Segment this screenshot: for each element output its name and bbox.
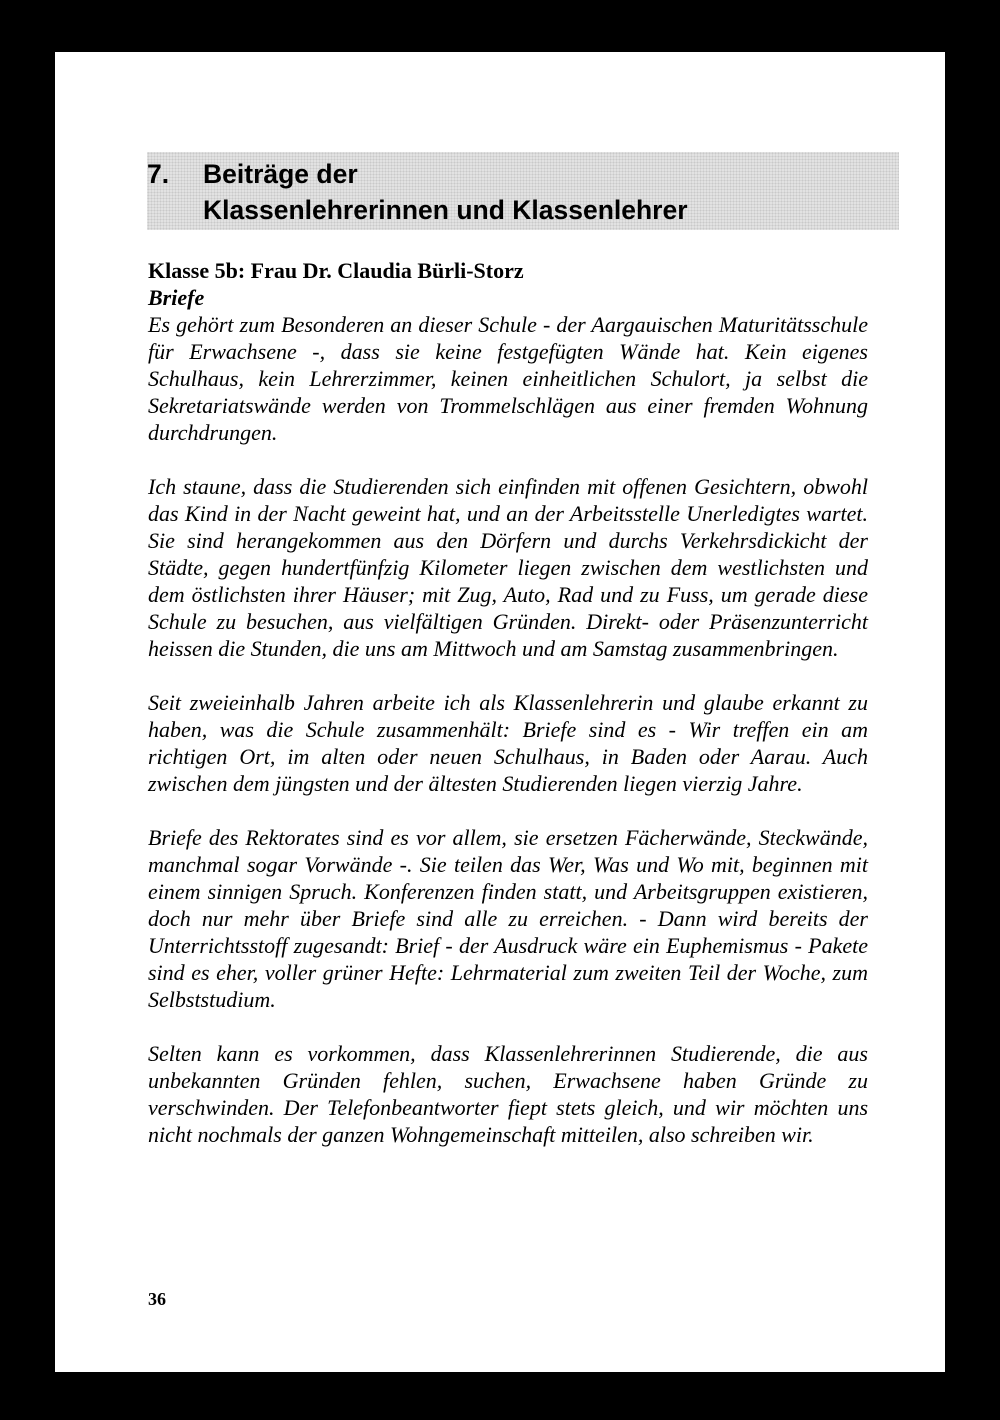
paragraph-5: Selten kann es vorkommen, dass Klassenlehrerinnen Studierende, die aus unbekannten Gründen fehlen, suchen, Erwachsene haben Gründe zu verschwinden. Der Telefonbeantworter fiept stets gleich, und wir möchten uns nicht nochmals der ganzen Wohngemeinschaft mitteilen, also schreiben wir. — [148, 1041, 868, 1147]
chapter-number: 7. — [147, 159, 170, 189]
paragraph-3: Seit zweieinhalb Jahren arbeite ich als Klassenlehrerin und glaube erkannt zu haben, was die Schule zusammenhält: Briefe sind es - Wir treffen ein am richtigen Ort, im alten oder neuen Schulhaus, in Baden oder Aarau. Auch zwischen dem jüngsten und der ältesten Studierenden liegen vierzig Jahre. — [148, 690, 868, 796]
chapter-heading — [147, 156, 688, 228]
chapter-title-line1: Beiträge der — [203, 159, 358, 189]
article-body — [148, 257, 868, 1175]
paragraph-2: Ich staune, dass die Studierenden sich einfinden mit offenen Gesichtern, obwohl das Kind in der Nacht geweint hat, und an der Arbeitsstelle Unerledigtes wartet. Sie sind herangekommen aus den Dörfern und durchs Verkehrsdickicht der Städte, gegen hundertfünfzig Kilometer liegen zwischen dem westlichsten und dem östlichsten ihrer Häuser; mit Zug, Auto, Rad und zu Fuss, um gerade diese Schule zu besuchen, aus vielfältigen Gründen. Direkt- oder Präsenzunterricht heissen die Stunden, die uns am Mittwoch und am Samstag zusammenbringen. — [148, 474, 868, 661]
page-number: 36 — [148, 1289, 166, 1309]
author-line: Klasse 5b: Frau Dr. Claudia Bürli-Storz — [148, 258, 524, 283]
paragraph-1: Es gehört zum Besonderen an dieser Schule - der Aargauischen Maturitätsschule für Erwachsene -, dass sie keine festgefügten Wände hat. Kein eigenes Schulhaus, kein Lehrerzimmer, keinen einheitlichen Schulort, ja selbst die Sekretariatswände werden von Trommelschlägen aus einer fremden Wohnung durchdrungen. — [148, 312, 868, 445]
paragraph-4: Briefe des Rektorates sind es vor allem, sie ersetzen Fächerwände, Steckwände, manchmal sogar Vorwände -. Sie teilen das Wer, Was und Wo mit, beginnen mit einem sinnigen Spruch. Konferenzen finden statt, und Arbeitsgruppen existieren, doch nur mehr über Briefe sind alle zu erreichen. - Dann wird bereits der Unterrichtsstoff zugesandt: Brief - der Ausdruck wäre ein Euphemismus - Pakete sind es eher, voller grüner Hefte: Lehrmaterial zum zweiten Teil der Woche, zum Selbststudium. — [148, 825, 868, 1012]
document-page — [55, 52, 945, 1372]
chapter-title-line2: Klassenlehrerinnen und Klassenlehrer — [203, 195, 688, 225]
article-subtitle: Briefe — [148, 285, 205, 310]
